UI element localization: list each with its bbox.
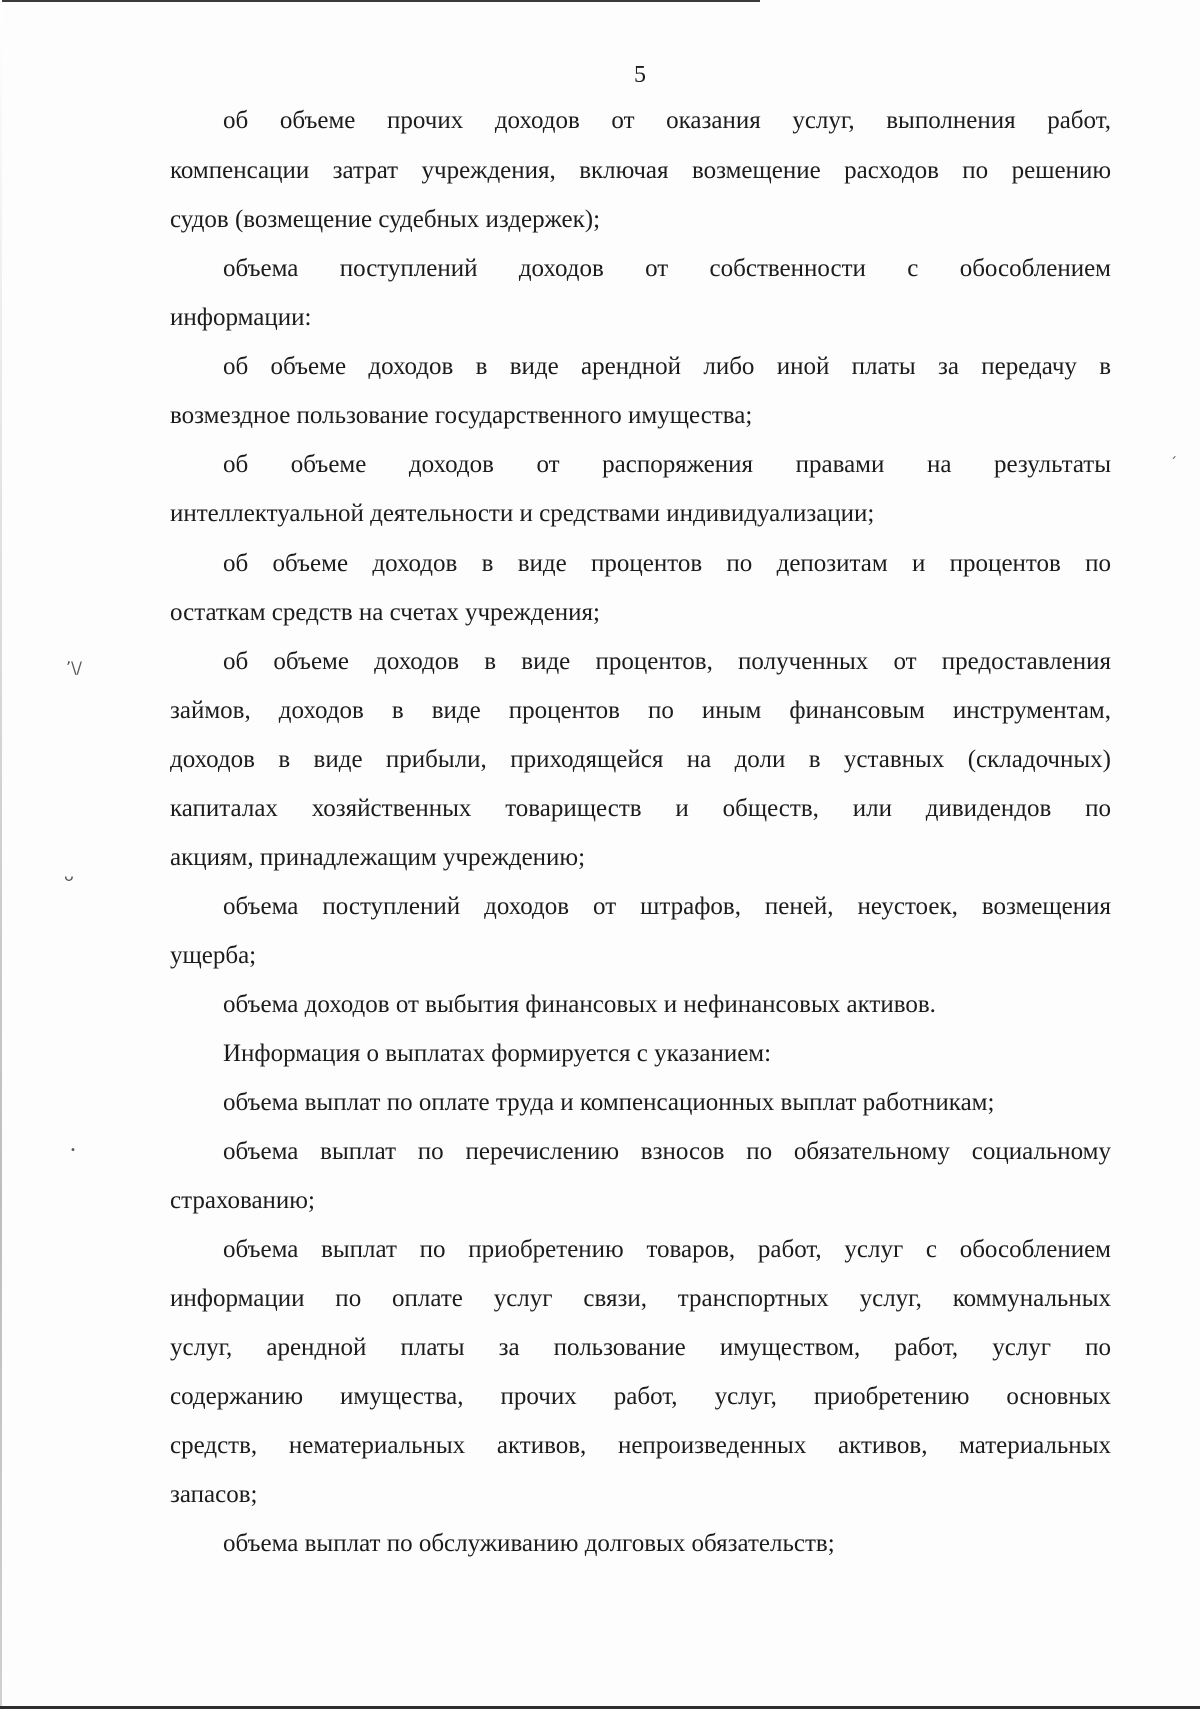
scan-speck: • [70, 1145, 76, 1156]
text-line: ущерба; [170, 942, 257, 969]
text-line: средств, нематериальных активов, непроизведенных активов, материальных [170, 1432, 1111, 1459]
text-line: объема поступлений доходов от собственности с обособлением [223, 255, 1111, 282]
text-line: возмездное пользование государственного имущества; [170, 402, 753, 429]
page-number: 5 [634, 62, 646, 88]
text-line: объема доходов от выбытия финансовых и нефинансовых активов. [223, 991, 936, 1018]
text-line: займов, доходов в виде процентов по иным финансовым инструментам, [170, 697, 1111, 724]
text-line: объема выплат по приобретению товаров, работ, услуг с обособлением [223, 1236, 1111, 1263]
text-line: объема выплат по перечислению взносов по обязательному социальному [223, 1138, 1111, 1165]
text-line: запасов; [170, 1481, 258, 1508]
text-line: об объеме прочих доходов от оказания услуг, выполнения работ, [223, 107, 1111, 134]
text-line: акциям, принадлежащим учреждению; [170, 844, 586, 871]
scan-top-edge [0, 0, 760, 2]
text-line: информации по оплате услуг связи, транспортных услуг, коммунальных [170, 1285, 1111, 1312]
text-line: остаткам средств на счетах учреждения; [170, 599, 600, 626]
text-line: капиталах хозяйственных товариществ и обществ, или дивидендов по [170, 795, 1111, 822]
text-line: содержанию имущества, прочих работ, услуг, приобретению основных [170, 1383, 1111, 1410]
text-line: доходов в виде прибыли, приходящейся на доли в уставных (складочных) [170, 746, 1111, 773]
text-line: компенсации затрат учреждения, включая возмещение расходов по решению [170, 157, 1111, 184]
text-line: объема поступлений доходов от штрафов, пеней, неустоек, возмещения [223, 893, 1111, 920]
scan-speck: ʼ\/ [66, 658, 82, 677]
scan-left-edge [0, 0, 2, 1709]
text-line: интеллектуальной деятельности и средствами индивидуализации; [170, 500, 875, 527]
text-line: информации: [170, 304, 312, 331]
text-line: об объеме доходов в виде арендной либо иной платы за передачу в [223, 353, 1111, 380]
text-line: об объеме доходов в виде процентов по депозитам и процентов по [223, 550, 1111, 577]
scan-speck: ᴗ [64, 866, 74, 885]
text-line: объема выплат по оплате труда и компенсационных выплат работникам; [223, 1089, 995, 1116]
text-line: услуг, арендной платы за пользование имуществом, работ, услуг по [170, 1334, 1111, 1361]
scan-speck: ˊ [1170, 456, 1177, 472]
text-line: объема выплат по обслуживанию долговых обязательств; [223, 1530, 835, 1557]
text-line: страхованию; [170, 1187, 315, 1214]
text-line: судов (возмещение судебных издержек); [170, 206, 601, 233]
text-line: об объеме доходов от распоряжения правами на результаты [223, 451, 1111, 478]
text-line: об объеме доходов в виде процентов, полученных от предоставления [223, 648, 1111, 675]
text-line: Информация о выплатах формируется с указанием: [223, 1040, 772, 1067]
